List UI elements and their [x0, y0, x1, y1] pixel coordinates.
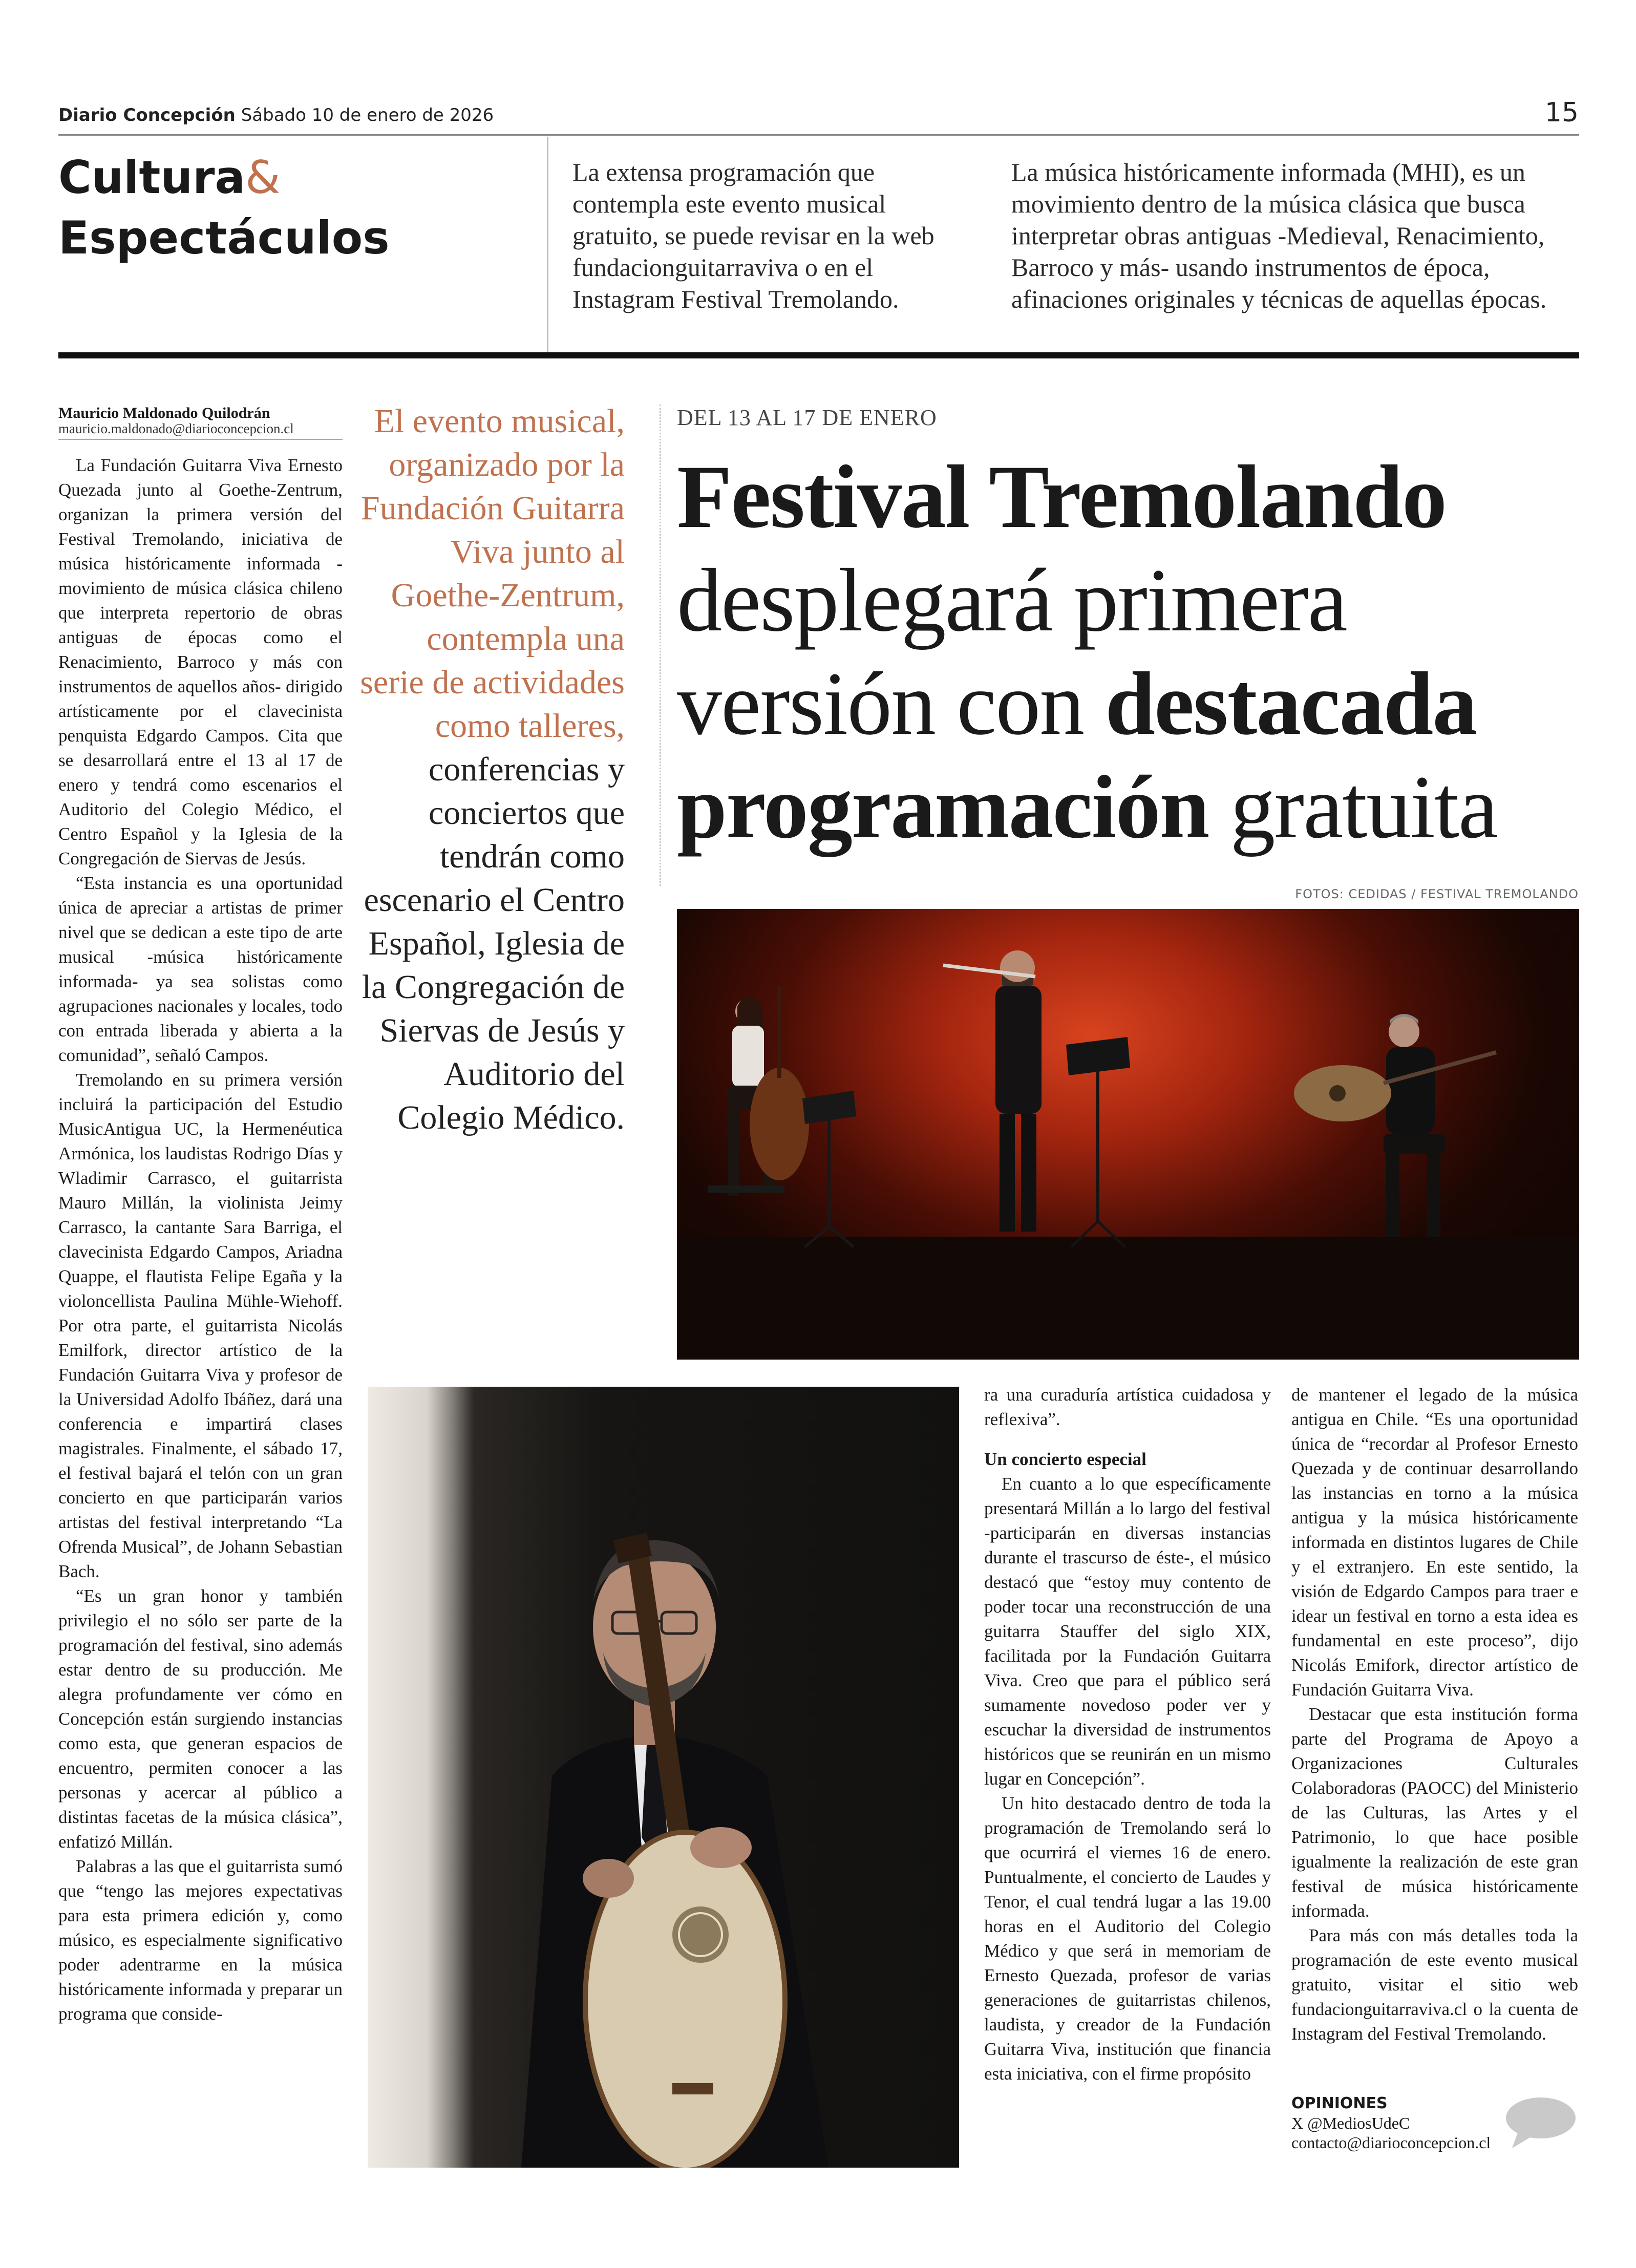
byline-author: Mauricio Maldonado Quilodrán	[58, 405, 270, 421]
article-paragraph: Palabras a las que el guitarrista sumó que “tengo las mejores expectativas para esta primera edición y, como músico, es especialmente significativo poder adentrarme en la música históricamente informada y preparar un programa que conside-	[58, 1856, 343, 2024]
portrait-photo	[368, 1387, 959, 2168]
cellist-figure	[708, 986, 809, 1196]
opinions-label: OPINIONES	[1291, 2094, 1388, 2112]
article-paragraph: Para más con más detalles toda la programación de este evento musical gratuito, visitar el sitio web fundacionguitarraviva.cl o la cuenta de Instagram del Festival Tremolando.	[1291, 1925, 1578, 2044]
section-title	[58, 147, 390, 268]
article-paragraph: “Esta instancia es una oportunidad única de apreciar a artistas de primer nivel que se dedican a este tipo de arte musical -música históricamente informada- ya sea solistas como agrupaciones nacionales y locales, todo con entrada liberada y abierta a la comunidad”, señaló Campos.	[58, 873, 343, 1065]
opinions-email[interactable]: contacto@diarioconcepcion.cl	[1291, 2133, 1491, 2152]
issue-date: Sábado 10 de enero de 2026	[241, 105, 494, 125]
article-kicker: DEL 13 AL 17 DE ENERO	[677, 405, 937, 430]
flautist-figure	[943, 950, 1042, 1232]
portrait-photo-illustration	[368, 1387, 959, 2168]
masthead	[58, 105, 494, 125]
article-column-1	[58, 453, 343, 2026]
section-title-line1: Cultura	[58, 151, 245, 204]
teaser-mhi: La música históricamente informada (MHI), es un movimiento dentro de la música clásica que busca interpretar obras antiguas -Medieval, Renacimiento, Barroco y más- usando instrumentos de época, afinaciones originales y técnicas de aquellas épocas.	[1011, 158, 1547, 313]
headline-bold-1: Festival Tremolando	[677, 447, 1446, 547]
concert-photo	[677, 909, 1579, 1360]
article-paragraph: La Fundación Guitarra Viva Ernesto Quezada junto al Goethe-Zentrum, organizan la primera versión del Festival Tremolando, iniciativa de música históricamente informada -movimiento de música clásica chileno que interpreta repertorio de obras antiguas de épocas como el Renacimiento, Barroco y más con instrumentos de aquellos años- dirigido artísticamente por el clavecinista penquista Edgardo Campos. Cita que se desarrollará entre el 13 al 17 de enero y tendrá como escenarios el Auditorio del Colegio Médico, el Centro Español y la Iglesia de la Congregación de Siervas de Jesús.	[58, 455, 343, 868]
teaser-programacion: La extensa programación que contempla este evento musical gratuito, se puede revisar en la web fundacionguitarraviva o en el Instagram Festival Tremolando.	[572, 158, 934, 313]
pull-quote	[358, 399, 625, 1139]
article-paragraph: ra una curaduría artística cuidadosa y reflexiva”.	[984, 1385, 1271, 1429]
article-paragraph: Un hito destacado dentro de toda la programación de Tremolando será lo que ocurrirá el viernes 16 de enero. Puntualmente, el concierto de Laudes y Tenor, el cual tendrá lugar a las 19.00 horas en el Auditorio del Colegio Médico y que será in memoriam de Ernesto Quezada, profesor de varias generaciones de guitarristas chilenos, laudista, y creador de la Fundación Guitarra Viva, institución que financia esta iniciativa, con el firme propósito	[984, 1793, 1271, 2084]
lutenist-figure	[1294, 1014, 1496, 1237]
article-headline	[677, 446, 1588, 859]
section-title-line2: Espectáculos	[58, 211, 390, 264]
header-divider	[547, 137, 548, 352]
byline-rule	[58, 439, 343, 440]
paper-name: Diario Concepción	[58, 105, 236, 125]
article-paragraph: En cuanto a lo que específicamente presentará Millán a lo largo del festival -participarán en diversas instancias durante el trascurso de éste-, el músico destacó que “estoy muy contento de poder tocar una reconstrucción de una guitarra Stauffer del siglo XIX, facilitada por la Fundación Guitarra Viva. Creo que para el público será sumamente novedoso poder ver y escuchar la diversidad de instrumentos históricos que se reunirán en un mismo lugar en Concepción”.	[984, 1474, 1271, 1789]
pull-quote-body: conferencias y conciertos que tendrán como escenario el Centro Español, Iglesia de la Congregación de Siervas de Jesús y Auditorio del Colegio Médico.	[362, 751, 625, 1136]
article-column-2	[984, 1383, 1271, 2086]
byline-email: mauricio.maldonado@diarioconcepcion.cl	[58, 421, 294, 436]
header-heavy-rule	[58, 352, 1579, 358]
article-paragraph: Tremolando en su primera versión incluirá la participación del Estudio MusicAntigua UC, la Hermenéutica Armónica, los laudistas Rodrigo Días y Wladimir Carrasco, el guitarrista Mauro Millán, la violinista Jeimy Carrasco, la cantante Sara Barriga, el clavecinista Edgardo Campos, Ariadna Quappe, el flautista Felipe Egaña y la violoncellista Paulina Mühle-Wiehoff. Por otra parte, el guitarrista Nicolás Emilfork, director artístico de la Fundación Guitarra Viva y profesor de la Universidad Adolfo Ibáñez, dará una conferencia e impartirá clases magistrales. Finalmente, el sábado 17, el festival bajará el telón con un gran concierto en que participarán varios artistas del festival interpretando “La Ofrenda Musical”, de Johann Sebastian Bach.	[58, 1070, 343, 1581]
article-paragraph: de mantener el legado de la música antigua en Chile. “Es una oportunidad única de “recordar al Profesor Ernesto Quezada y de continuar desarrollando las instancias en torno a la música antigua y la música históricamente informada en distintos lugares de Chile y el extranjero. En este sentido, la visión de Edgardo Campos para traer e idear un festival en torno a esta idea es fundamental en este proceso”, dijo Nicolás Emifork, director artístico de Fundación Guitarra Viva.	[1291, 1385, 1578, 1700]
concert-photo-illustration	[677, 909, 1579, 1360]
page-number: 15	[1544, 97, 1579, 128]
article-subheading: Un concierto especial	[984, 1449, 1146, 1469]
header-rule	[58, 134, 1579, 136]
headline-regular-1: desplegará primera versión con	[677, 550, 1347, 754]
pull-quote-accent: El evento musical, organizado por la Fundación Guitarra Viva junto al Goethe-Zentrum, contempla una serie de actividades como talleres,	[360, 402, 625, 745]
headline-regular-2: gratuita	[1230, 757, 1497, 857]
section-ampersand: &	[245, 151, 281, 204]
headline-bold-2: destacada programación	[677, 654, 1477, 857]
article-paragraph: “Es un gran honor y también privilegio el no sólo ser parte de la programación del festival, sino además estar dentro de su producción. Me alegra profundamente ver cómo en Concepción están surgiendo instancias como esta, que generan espacios de encuentro, permiten conocer a las personas y acercar al público a distintas facetas de la música clásica”, enfatizó Millán.	[58, 1586, 343, 1852]
column-divider-dotted	[660, 405, 661, 886]
photo-credit: FOTOS: CEDIDAS / FESTIVAL TREMOLANDO	[1295, 887, 1579, 901]
article-paragraph: Destacar que esta institución forma parte del Programa de Apoyo a Organizaciones Culturales Colaboradoras (PAOCC) del Ministerio de las Culturas, las Artes y el Patrimonio, lo que hace posible igualmente la realización de este gran festival de música históricamente informada.	[1291, 1704, 1578, 1921]
opinions-x-handle[interactable]: X @MediosUdeC	[1291, 2114, 1410, 2132]
speech-bubble-icon	[1503, 2094, 1577, 2151]
article-column-3	[1291, 1383, 1578, 2046]
